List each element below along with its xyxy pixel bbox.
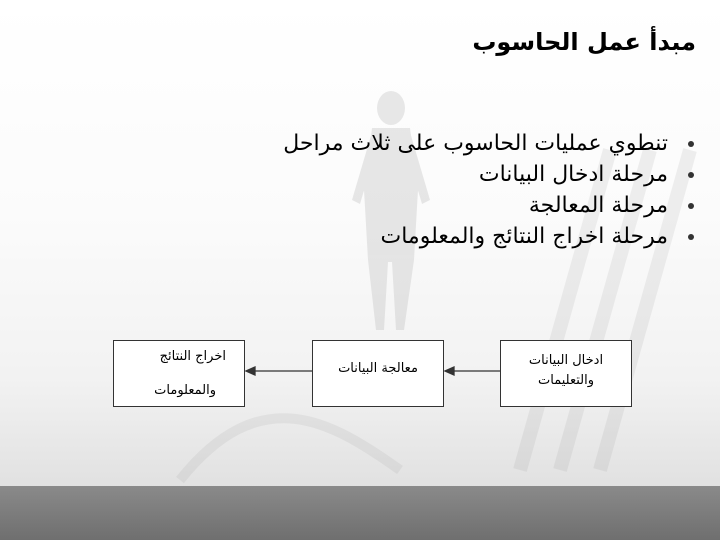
arrow-process-to-output (246, 367, 312, 375)
bullet-item (238, 221, 698, 252)
input-stage-label: ادخال البيانات (528, 353, 604, 368)
bullet-text: مرحلة ادخال البيانات (478, 162, 668, 187)
bullet-item (238, 159, 698, 190)
bullet-icon (688, 203, 694, 209)
bullet-list (238, 128, 698, 252)
input-stage-sublabel: والتعليمات (538, 373, 594, 388)
slide-title: مبدأ عمل الحاسوب (472, 28, 696, 56)
bullet-icon (688, 141, 694, 147)
output-stage-box (113, 340, 245, 407)
bullet-text: تنطوي عمليات الحاسوب على ثلاث مراحل (283, 131, 668, 156)
bullet-icon (688, 234, 694, 240)
footer-bar (0, 486, 720, 540)
output-stage-sublabel: والمعلومات (154, 383, 216, 398)
process-stage-box (312, 340, 444, 407)
bullet-item (238, 190, 698, 221)
process-stage-label: معالجة البيانات (338, 361, 418, 376)
bullet-text: مرحلة المعالجة (528, 193, 668, 218)
bullet-icon (688, 172, 694, 178)
input-stage-box (500, 340, 632, 407)
watermark-curve-icon (180, 418, 400, 480)
arrow-input-to-process (445, 367, 500, 375)
bullet-item (238, 128, 698, 159)
bullet-text: مرحلة اخراج النتائج والمعلومات (380, 224, 668, 249)
output-stage-label: اخراج النتائج (159, 349, 226, 364)
